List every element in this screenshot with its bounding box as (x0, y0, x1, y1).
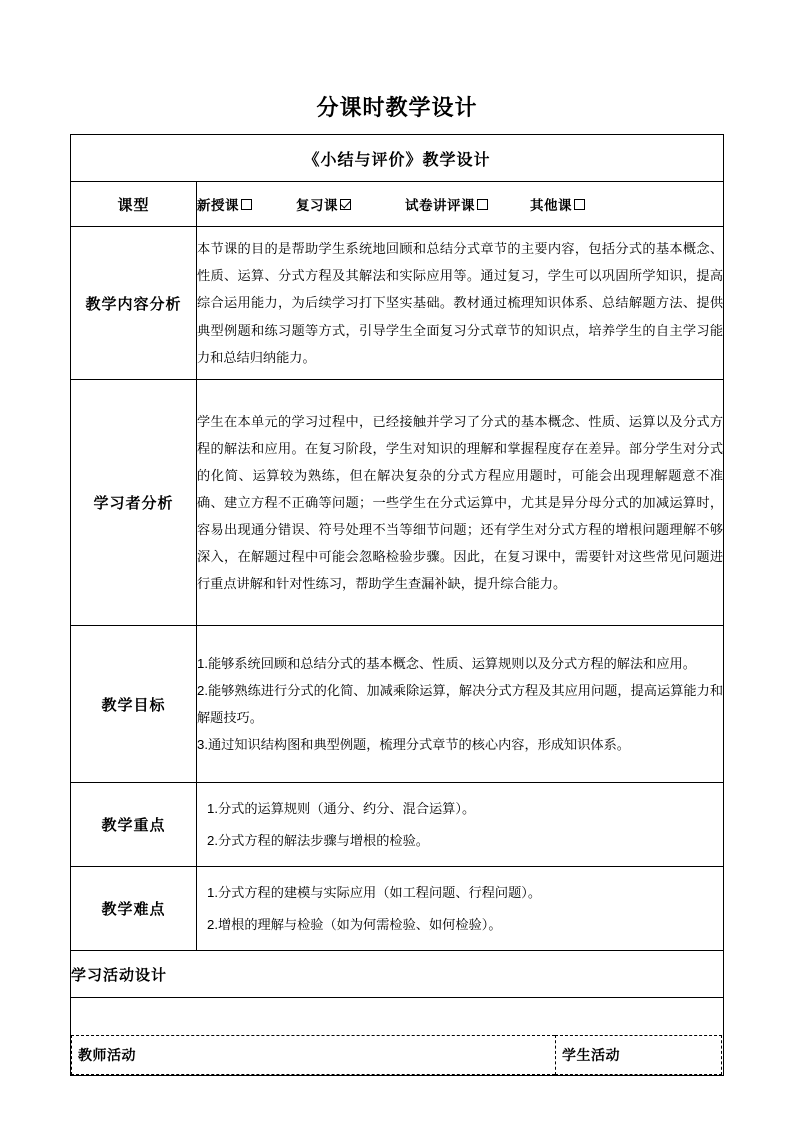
course-type-label: 课型 (71, 182, 197, 227)
content-analysis-text: 本节课的目的是帮助学生系统地回顾和总结分式章节的主要内容，包括分式的基本概念、性质、运算、分式方程及其解法和实际应用等。通过复习，学生可以巩固所学知识，提高综合运用能力，为后续学习打下坚实基础。教材通过梳理知识体系、总结解题方法、提供典型例题和练习题等方式，引导学生全面复习分式章节的知识点，培养学生的自主学习能力和总结归纳能力。 (197, 227, 724, 380)
table-row-teaching-goals (71, 626, 724, 783)
table-row-course-type (71, 182, 724, 227)
learner-analysis-label: 学习者分析 (71, 380, 197, 626)
teacher-activity-label: 教师活动 (78, 1049, 136, 1064)
key-points-label: 教学重点 (71, 783, 197, 867)
student-activity-box[interactable] (555, 1035, 722, 1075)
teacher-activity-box[interactable] (71, 1035, 555, 1075)
difficult-point-item: 2.增根的理解与检验（如为何需检验、如何检验）。 (207, 916, 502, 932)
table-row-content-analysis (71, 227, 724, 380)
course-type-option-other-label: 其他课 (530, 198, 572, 213)
teaching-goals-list (197, 626, 724, 783)
table-row-activity-header (71, 951, 724, 998)
activity-columns-cell (71, 998, 724, 1076)
lesson-design-table (70, 134, 724, 1076)
difficult-points-list (197, 867, 724, 951)
course-type-option-exam-review-label: 试卷讲评课 (405, 198, 475, 213)
course-type-options-cell (197, 182, 724, 227)
teaching-goal-item: 2.能够熟练进行分式的化简、加减乘除运算，解决分式方程及其应用问题，提高运算能力和解题技巧。 (197, 682, 724, 725)
learner-analysis-text: 学生在本单元的学习过程中，已经接触并学习了分式的基本概念、性质、运算以及分式方程的解法和应用。在复习阶段，学生对知识的理解和掌握程度存在差异。部分学生对分式的化简、运算较为熟练，但在解决复杂的分式方程应用题时，可能会出现理解题意不准确、建立方程不正确等问题；一些学生在分式运算中，尤其是异分母分式的加减运算时，容易出现通分错误、符号处理不当等细节问题；还有学生对分式方程的增根问题理解不够深入，在解题过程中可能会忽略检验步骤。因此，在复习课中，需要针对这些常见问题进行重点讲解和针对性练习，帮助学生查漏补缺，提升综合能力。 (197, 380, 724, 626)
checkbox-unchecked-icon[interactable] (241, 199, 252, 210)
difficult-points-label: 教学难点 (71, 867, 197, 951)
table-row-learner-analysis (71, 380, 724, 626)
section-title: 《小结与评价》教学设计 (71, 135, 724, 182)
content-analysis-label: 教学内容分析 (71, 227, 197, 380)
checkbox-unchecked-icon[interactable] (574, 199, 585, 210)
course-type-option-exam-review[interactable] (405, 194, 488, 214)
activity-design-header: 学习活动设计 (71, 951, 724, 998)
course-type-option-other[interactable] (530, 194, 585, 214)
key-point-item: 2.分式方程的解法步骤与增根的检验。 (207, 832, 429, 848)
teaching-goal-item: 3.通过知识结构图和典型例题，梳理分式章节的核心内容，形成知识体系。 (197, 737, 630, 753)
student-activity-label: 学生活动 (562, 1049, 620, 1064)
table-row-difficult-points (71, 867, 724, 951)
page-title: 分课时教学设计 (316, 95, 478, 120)
course-type-option-new[interactable] (197, 194, 252, 214)
table-row-key-points (71, 783, 724, 867)
course-type-option-new-label: 新授课 (197, 198, 239, 213)
table-row-activity-columns (71, 998, 724, 1076)
course-type-option-list (197, 194, 723, 214)
teaching-goals-label: 教学目标 (71, 626, 197, 783)
course-type-option-review[interactable] (296, 194, 351, 214)
checkbox-checked-icon[interactable] (340, 199, 351, 210)
key-point-item: 1.分式的运算规则（通分、约分、混合运算）。 (207, 801, 476, 817)
checkbox-unchecked-icon[interactable] (477, 199, 488, 210)
course-type-option-review-label: 复习课 (296, 198, 338, 213)
table-row-section-title (71, 135, 724, 182)
difficult-point-item: 1.分式方程的建模与实际应用（如工程问题、行程问题）。 (207, 885, 542, 901)
teaching-goal-item: 1.能够系统回顾和总结分式的基本概念、性质、运算规则以及分式方程的解法和应用。 (197, 655, 696, 671)
key-points-list (197, 783, 724, 867)
activity-columns-wrapper (71, 1035, 723, 1075)
